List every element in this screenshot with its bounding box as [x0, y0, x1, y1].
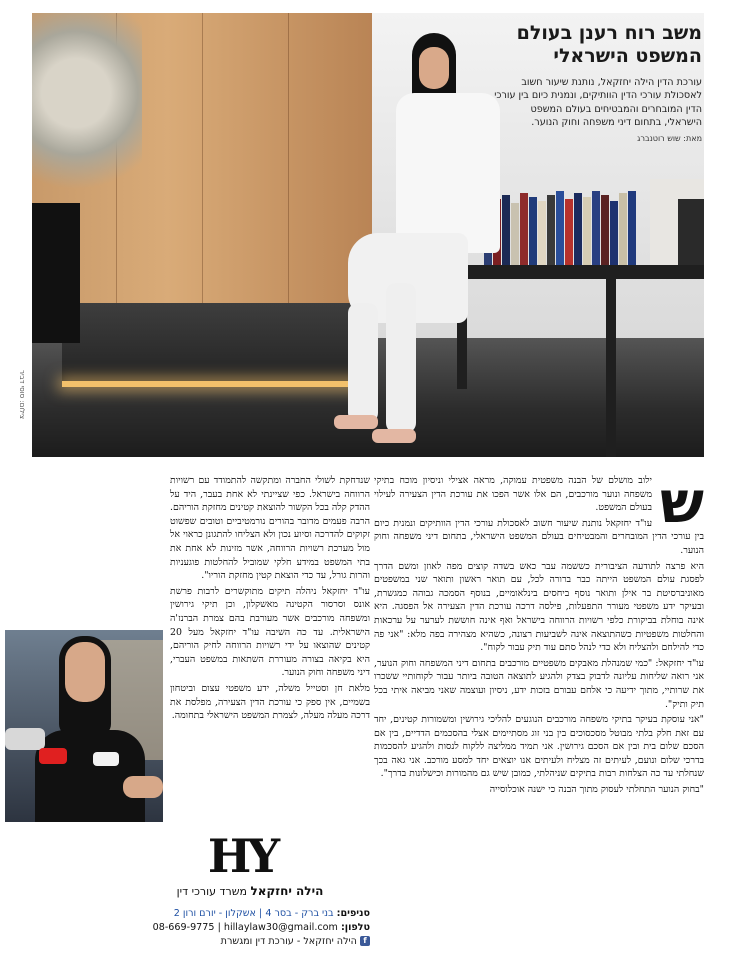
- press-photo: [5, 630, 163, 822]
- phone-line: טלפון: 08-669-9775 | hillaylaw30@gmail.com: [152, 922, 370, 933]
- paragraph: "בחוק הנוער התחלתי לעסוק מתוך הבנה כי ישנה אוכלוסייה: [489, 784, 704, 796]
- photo-credit: צילום: סוסי דביר: [18, 370, 26, 419]
- paragraph: עו"ד יחזקאל נותנת שיעור חשוב לאסכולת עורכי הדין הוותיקים ונמנית כיום בין עורכי הדין המובחרים והמבטיחים בעולם המשפט הישראלי, בתחום דיני משפחה וחוק הנוער.: [374, 517, 704, 556]
- branches-line: [100, 907, 370, 921]
- paragraph: עו"ד יחזקאל: "כמי שמנהלת מאבקים משפטיים מורכבים בתחום דיני המשפחה וחוק הנוער, אני רואה שליחות עליונה לדבוק בצדק ולהגיע לתוצאה הטובה ביותר עבור לקוחותיי ששכרו את שרותיי, מתוך ידיעה כי אלחם עבורם בזכות ידע, ניסיון ועוצמה שאני מביאה איתי בכל תיק ותיק".: [374, 657, 704, 710]
- byline: מאת: שוש רוטנברג: [637, 133, 702, 143]
- facebook-page[interactable]: הילה יחזקאל - עורכת דין ומגשרת: [220, 936, 357, 947]
- drop-cap: ש: [660, 468, 704, 536]
- paragraph: היא פרצה לתודעה הציבורית כששמה עבר כאש בשדה קוצים מפה לאוזן ומשם הדרך לפסגת עולם המשפט הייתה כבר ברורה לכל, עם תואר ראשון ותואר שני במשפטים מאוניברסיטת בר אילן ותואר נוסף ביחסים בינלאומיים, בנוסף הסמכה גבוהה כמגשרת, ובעיקר ידע משפטי מעורר התפעלות, פילסה דרכה עורכת הדין הצעירה אל הפסגה. היא אינה בוחלת בביקורת כלפי רשויות הרווחה בישראל ואף אינה חוששת לערער על ערכאות והחלטות משפטיות כשהתוצאה אינה לשביעות רצונה, כשהיא מצהירה בפה מלא: "אני פה כדי להילחם ולהצליח ולא כדי לנהל סתם עוד תיק עבור לקוח".: [374, 560, 704, 654]
- branches-label: סניפים:: [336, 908, 370, 919]
- facebook-line: [100, 935, 370, 949]
- paragraph: שנדחקת לשולי החברה ומתקשה להתמודד עם רשויות הרווחה בישראל. כפי שציינתי לא אחת בעבר, היד על ההדק קלה בכל הקשור להוצאת קטינים מחזקת הוריהם. הרבה פעמים מדובר בהורים נורמטיביים וטובים שפשוט זקוקים להדרכה וסיוע נכון ולא הצליחו להתגונן כראוי אל מול מערכת רשויות הרווחה, אשר מזינות לא אחת את בתי המשפט במידע חלקי שמוביל להחלטות פוגעניות והרות גורל, עד כדי הוצאת קטין מחזקת הוריו".: [170, 475, 370, 582]
- title-line-1: משב רוח רענן בעולם: [516, 22, 702, 44]
- firm-name: [130, 884, 370, 898]
- microphone-icon: [93, 752, 119, 766]
- phone-label: טלפון:: [340, 922, 370, 933]
- lawyer-name: הילה יחזקאל: [250, 884, 324, 898]
- paragraph: מלאת חן וסטייל משלה, ידע משפטי עצום וביטחון בשמיים, אין ספק כי עורכת הדין הצעירה, מפלסת את דרכה מעלה מעלה, לצמרת המשפט הישראלי בתחומה.: [170, 682, 370, 722]
- title-line-2: המשפט הישראלי: [553, 45, 702, 67]
- firm-tagline: משרד עורכי דין: [176, 885, 247, 898]
- contact-details: [100, 907, 370, 949]
- article-lead: עורכת הדין הילה יחזקאל, נותנת שיעור חשוב לאסכולת עורכי הדין הוותיקים, ונמנית כיום בין עורכי הדין המובחרים והמבטיחים בעולם המשפט הישראלי, בתחום דיני משפחה וחוק הנוער.: [494, 77, 702, 129]
- facebook-icon: f: [360, 936, 370, 946]
- email-link[interactable]: hillaylaw30@gmail.com: [223, 922, 338, 933]
- article-column-left: [170, 474, 370, 725]
- microphone-icon: [39, 748, 67, 764]
- phone-value[interactable]: 08-669-9775: [152, 922, 215, 933]
- branches-value: בני ברק - בסר 4 | אשקלון - יורם ורון 2: [173, 908, 334, 919]
- paragraph: עו"ד יחזקאל ניהלה תיקים מתוקשרים לרבות פרשת אונס וסרסור הקטינה מאשקלון, וכן תיקי גירושין ומשפחה מורכבים אשר מעורבת בהם צמרת הברנז'ה הישראלית. עד כה השיבה עו"ד יחזקאל מעל 20 קטינים שהוצאו על ידי רשויות הרווחה לחיק הוריהם, היא בקיאה בצורה מעוררת השתאות במשפט העברי, דיני משפחה וחוק הנוער.: [170, 585, 370, 679]
- article-column-right: [374, 468, 704, 799]
- microphone-icon: [5, 728, 45, 750]
- article-title: [490, 22, 702, 68]
- paragraph: ילוב מושלם של הבנה משפטית עמוקה, מראה אצילי וניסיון מוכח בתיקי משפחה ונוער מורכבים, הם אלו אשר הפכו את עורכת הדין הצעירה לעילוי בעולם המשפט.: [374, 475, 653, 514]
- firm-logo: HY: [207, 829, 277, 883]
- planter: [32, 203, 80, 343]
- plant: [32, 13, 142, 213]
- paragraph: "אני עוסקת בעיקר בתיקי משפחה מורכבים הנוגעים להליכי גירושין ומשמורות קטינים, יחד עם זאת חלק בלתי מבוטל מסכסוכים בין בני זוג מסתיימים אצלי בהסכמים הדדיים, בין אם הסכם שלום בית ובין אם הסכם גירושין. אני תמיד ממליצה ללקוח לנסות ולהגיע להסכמות בדרכי שלום ונועם, לעיתים זה מצליח ולעיתים אנו יוצאים יחד למסע מורכב. אני גאה בכך שנחלתי עד כה הצלחות רבות בתיקים שניהלתי, כמובן שיש גם מהמורות וכישלונות בדרך".: [374, 714, 704, 780]
- dark-bookend: [678, 199, 704, 265]
- article-header: [490, 22, 702, 143]
